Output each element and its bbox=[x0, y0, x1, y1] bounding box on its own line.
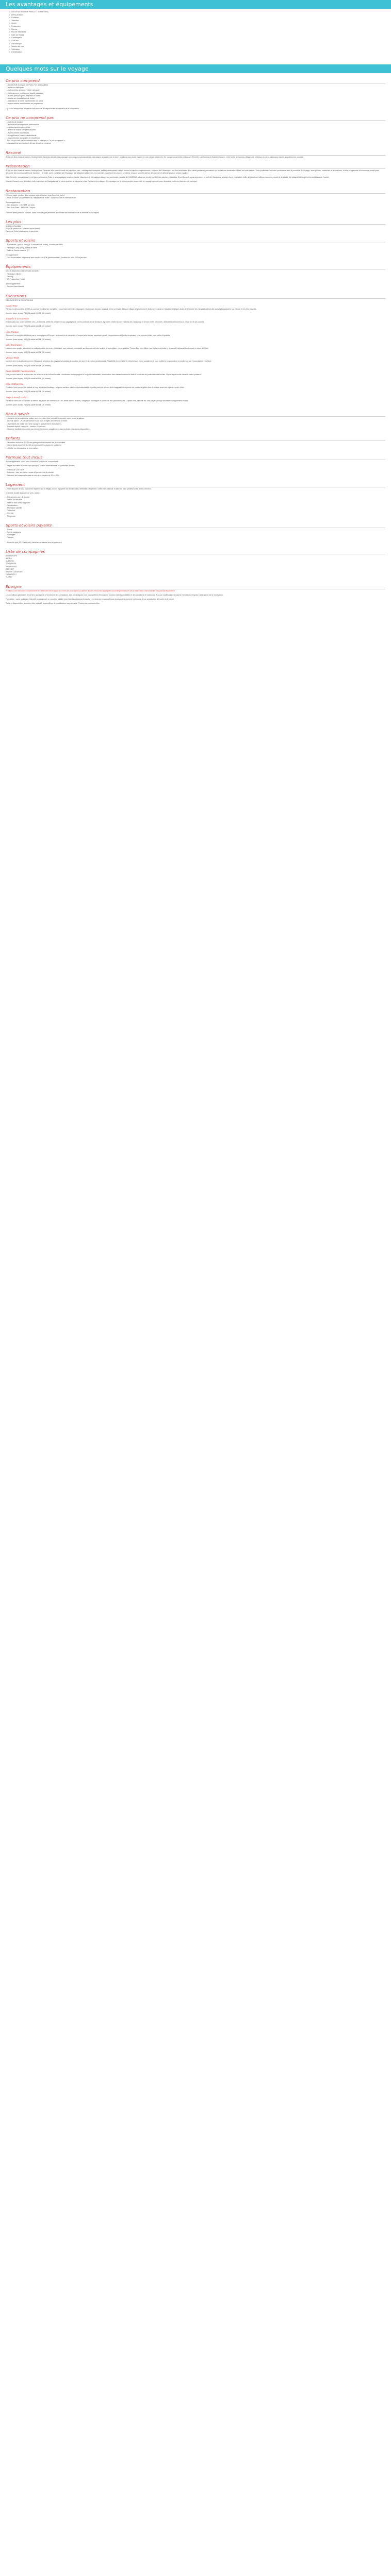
list-item: • Salle de fitness bbox=[9, 34, 391, 37]
section-title-compagnies: Liste de compagnies bbox=[6, 549, 385, 554]
list-item: - Les taxes d'aéroport bbox=[6, 87, 24, 89]
excursion-price: Journée (avec repas) 75€ (28 adulte et 45€ (26 enfant) bbox=[6, 312, 51, 315]
list-item: Le soir, le dîner vous est servi au restaurant de l'hôtel : cuisine locale et internationale. bbox=[6, 196, 77, 199]
list-item: - Climatisation bbox=[6, 504, 18, 506]
section-title-presentation: Présentation bbox=[6, 164, 385, 169]
excursion-price: Journée (avec repas) 80€ (28 adulte et 50€ (26 enfant) bbox=[6, 378, 51, 380]
list-item: - Transfert depuis l'aéroport : environ 45 minutes. bbox=[6, 425, 46, 428]
list-item: - Télévision satellite bbox=[6, 506, 22, 509]
list-item: - Les assurances optionnelles bbox=[6, 126, 30, 129]
section-title-logement: Logement bbox=[6, 482, 385, 487]
list-item: - Club enfants ouvert de 4 à 12 ans pendant les vacances scolaires. bbox=[6, 444, 62, 447]
avantages-list bbox=[9, 11, 391, 54]
excursion-name: Grand Tour bbox=[6, 304, 18, 307]
section-title-plus: Les plus bbox=[6, 219, 385, 225]
list-item: - Les suppléments éventuels liés au départ de province bbox=[6, 142, 51, 145]
section-title-formule: Formule tout inclus bbox=[6, 455, 385, 460]
sports-extra bbox=[6, 254, 385, 259]
resume-text: À 300 km des côtes africaines, l'archipel des Canaries dévoile des paysages volcaniques spectaculaires, des plages de sable noir et doré, un climat doux toute l'année et une nature préservée. Ce voyage vous invite à découvrir Tenerife, La Gomera et Grande Canarie, entre forêts de lauriers, villages de pêcheurs et parcs nationaux inscrits au patrimoine mondial. bbox=[6, 156, 304, 158]
list-item: - Balcon ou terrasse bbox=[6, 499, 23, 501]
excursion-name: Journée à La Gomera bbox=[6, 317, 29, 320]
list-item: • Piscine bbox=[9, 28, 391, 31]
list-item: - La taxe de séjour à régler sur place bbox=[6, 129, 36, 131]
sports-list bbox=[6, 244, 385, 252]
list-item: Cadre de l'hôtel chaleureux et convivial bbox=[6, 230, 38, 233]
activites-text: - Accès au spa (10 € / séance), hammam et sauna avec supplément. bbox=[6, 541, 62, 544]
excursion-name: Volcan Teide bbox=[6, 357, 20, 360]
excursion-text: Laissez-vous guider à travers les ruelles pavées du centre historique, ses maisons coloniales aux balcons de bois sculpté et ses églises remarquables. Temps libre pour flâner sur la place centrale et découvrir l'artisanat local avant le retour à l'hôtel. bbox=[6, 347, 209, 350]
logement-text: L'hôtel dispose de 242 chambres réparties sur 4 étages, toutes équipées de climatisation, télévision, téléphone, coffre-fort, mini-bar et salle de bain privative avec sèche-cheveux. bbox=[6, 487, 152, 490]
excursion-price: Journée (avec repas) 60€ (28 adulte et 35€ (26 enfant) bbox=[6, 351, 51, 354]
list-item: CANARYFLY bbox=[6, 573, 17, 576]
excursion-text: Profitez d'une journée de balade le long de la côte sauvage : criques cachées, falaises spectaculaires et petits ports de pêche. Arrêt baignade et déjeuner de poissons grillés face à l'océan avant de rejoindre votre hôtel. bbox=[6, 386, 185, 389]
list-item: - Les tarifs de la location de voiture sont donnés à titre indicatif et peuvent varier selon la saison. bbox=[6, 417, 85, 420]
logement-list bbox=[6, 496, 385, 518]
formule-list bbox=[6, 469, 385, 477]
extra-title: Avec supplément : bbox=[6, 283, 21, 285]
list-item: Plage et piscine de l'hôtel en accès direct bbox=[6, 228, 40, 230]
list-item: - La demi-pension (petit-déjeuner et dîner) bbox=[6, 94, 41, 97]
list-item: - Service blanchisserie bbox=[6, 285, 25, 288]
list-item: - Plongée bbox=[6, 536, 14, 539]
inclus-note: (1) Selon aéroport de départ et sous réserve de disponibilité au moment de la réservation. bbox=[6, 107, 80, 110]
section-title-restauration: Restauration bbox=[6, 189, 385, 194]
excursions-subtitle: DÉCOUVERTE & EXCURSIONS bbox=[6, 299, 34, 301]
list-item: - Les pourboires aux guides et chauffeurs bbox=[6, 137, 40, 139]
excursion-price: Journée (sans repas) 55€ (28 adulte et 38€ (26 enfant) bbox=[6, 338, 51, 341]
list-item: - Les excursions facultatives bbox=[6, 131, 29, 134]
excursion-text: Partez à la découverte de l'île au cours d'une journée complète : vous traverserez les paysages volcaniques du parc national, ferez une halte dans un village de pêcheurs et déjeunerez dans un restaurant typique avant de rejoindre les miradors offrant des vues spectaculaires sur l'océan et les îles voisines. bbox=[6, 308, 257, 310]
list-item: - Réception 24h/24 bbox=[6, 273, 22, 275]
list-item: - Sports nautiques bbox=[6, 531, 21, 533]
list-item: AIR FRANCE bbox=[6, 565, 17, 568]
inclus-list bbox=[6, 84, 385, 106]
list-item: • Club ado bbox=[9, 40, 391, 43]
list-item: - Boissons : eau, vin, bière, sodas et jus de fruits à volonté bbox=[6, 471, 54, 474]
section-title-inclus: Ce prix comprend bbox=[6, 78, 385, 83]
compagnies-list bbox=[6, 555, 385, 579]
list-item: - Les transferts aéroport / hôtel / aéroport bbox=[6, 89, 40, 92]
section-title-sports: Sports et loisirs bbox=[6, 238, 385, 243]
list-item: • Croisière bbox=[9, 16, 391, 20]
list-item: - Bar, boissons : 10€ / 18€ par pers. bbox=[6, 204, 35, 207]
formule-text: Avec supplément, optez pour la formule tout inclus, comprenant : bbox=[6, 460, 59, 463]
list-item: - Le supplément chambre individuelle bbox=[6, 134, 37, 137]
section-title-resume: Résumé bbox=[6, 150, 385, 156]
excursion-name: Jeep & Beach Safari bbox=[6, 396, 27, 399]
list-item: TUI FLY bbox=[6, 576, 13, 579]
plus-list bbox=[6, 225, 385, 233]
list-item: - Prêt de serviettes de piscine avec caution de 10€ (remboursable), location de vélo 20€ la journée. bbox=[6, 257, 87, 259]
excursion-price: Journée (sans repas) 65€ (28 adulte et 40€ (26 enfant) bbox=[6, 364, 51, 367]
section-title-equipements: Équipements bbox=[6, 264, 385, 269]
list-item: - Salle de fitness ouverte 7j/7 bbox=[6, 249, 30, 251]
list-item: • Télévision bbox=[9, 48, 391, 52]
presentation-text: À 300 km des côtes africaines, l'archipel des Canaries offre une diversité de paysages rare : montagnes escarpées, vallées verdoyantes, dunes dorées et falaises majestueuses. Au cœur de l'Atlantique, ces îles bénéficient d'un climat printanier permanent qui en fait une destination idéale en toute saison. Vous profiterez d'un hôtel confortable situé à proximité de la plage, avec piscine, restaurant et animations, et d'un programme d'excursions pensé pour découvrir les incontournables de l'archipel : le Teide, point culminant de l'Espagne, les villages traditionnels, les marchés colorés et les criques secrètes. Chaque journée alterne découverte et détente pour un séjour équilibré. bbox=[6, 169, 379, 174]
list-item: TRANSAVIA bbox=[6, 563, 17, 565]
extra-title: Avec supplément : bbox=[6, 201, 21, 204]
exclus-list bbox=[6, 121, 385, 145]
list-item: EASYJET bbox=[6, 568, 14, 570]
list-item: - L'accès aux installations de l'hôtel bbox=[6, 97, 35, 99]
list-item: - Les frais de dossier bbox=[6, 121, 23, 123]
list-item: • Piscine extérieure bbox=[9, 31, 391, 34]
list-item: - Wi-Fi dans tout l'hôtel bbox=[6, 278, 25, 281]
restauration-note: Formule demi-pension à l'hôtel, tarifs indicatifs par personne. Possibilité de réservation de la formule tout compris. bbox=[6, 211, 100, 214]
list-item: • Service de spa bbox=[9, 45, 391, 48]
list-item: - Les vols A/R au départ de Paris (+17 autres villes) bbox=[6, 83, 48, 86]
list-item: • Restaurant bbox=[9, 25, 391, 28]
list-item: - Salle de bain avec baignoire bbox=[6, 501, 30, 504]
list-item: • Demi-pension bbox=[9, 14, 391, 17]
list-item: - Mini-bar bbox=[6, 512, 14, 515]
list-item: - Sélection de boissons locales au bar de la piscine de 10h à 23h bbox=[6, 474, 59, 477]
page bbox=[0, 0, 391, 611]
section-title-exclus: Ce prix ne comprend pas bbox=[6, 115, 385, 121]
list-item: • Transfert bbox=[9, 20, 391, 23]
list-item: Mise à disposition des services suivants : bbox=[6, 270, 40, 273]
list-item: - Tennis bbox=[6, 528, 12, 531]
list-item: - Téléphone bbox=[6, 515, 16, 517]
list-item: - Coffre-fort bbox=[6, 510, 15, 512]
list-item: - 2 lits simples ou 1 lit double bbox=[6, 496, 30, 499]
extra-title: En supplément : bbox=[6, 254, 19, 257]
list-item: BINTER CANARIAS bbox=[6, 571, 23, 573]
list-item: Ambiance familiale bbox=[6, 225, 22, 227]
banner-avantages: Les avantages et équipements bbox=[0, 0, 391, 9]
list-item: - Massages bbox=[6, 534, 15, 536]
section-title-epargne: Épargne bbox=[6, 584, 385, 589]
presentation-text: Côté Tenerife, vous découvrirez le parc national du Teide et ses paysages lunaires, la ville historique de La Laguna classée au patrimoine mondial de l'UNESCO, ainsi que la côte nord et ses piscines naturelles. À La Gomera, vous arpenterez la forêt de Garajonay, vestige d'une végétation vieille de plusieurs millions d'années, avant de rejoindre les villages blancs perchés au-dessus de l'océan. bbox=[6, 176, 330, 179]
excursion-text: Montée vers le plus haut sommet d'Espagne à travers des paysages lunaires de coulées de lave et de roches multicolores. Possibilité d'emprunter le téléphérique (avec supplément) pour profiter d'un panorama exceptionnel sur l'ensemble de l'archipel. bbox=[6, 360, 212, 363]
list-item: - Réduction enfant de 2 à 11 ans partageant la chambre de deux adultes. bbox=[6, 442, 66, 444]
bon-a-savoir-list bbox=[6, 417, 385, 431]
list-item: Chaque matin, profitez d'un copieux petit-déjeuner sous forme de buffet. bbox=[6, 194, 65, 196]
list-item: - À proximité : golf 18 trous (à 15 minutes de l'hôtel), location de vélos bbox=[6, 244, 63, 246]
list-item: - Chambre familiale disponible sur demande et avec supplément, dans la limite des stocks disponibles. bbox=[6, 428, 90, 430]
section-title-enfants: Enfants bbox=[6, 436, 385, 441]
section-title-bon-a-savoir: Bon à savoir bbox=[6, 412, 385, 417]
list-item: - L'assistance de notre représentant sur place bbox=[6, 100, 43, 103]
list-item: - Bar, Gold Pass : 35€ / 65€ / séjour. bbox=[6, 207, 36, 209]
restauration-extra bbox=[6, 201, 385, 210]
section-title-excursions: Excursions bbox=[6, 294, 385, 299]
activites-list bbox=[6, 529, 385, 539]
list-item: • Accès bbox=[9, 22, 391, 25]
epargne-text: Les conditions générales de vente s'appliquent à l'ensemble des prestations. Les prix indiqués sont susceptibles d'évoluer en fonction des disponibilités et des variations de carburant. Aucune modification ne pourra être effectuée après confirmation de la réservation. bbox=[6, 594, 223, 596]
list-item: • Discothèque bbox=[9, 43, 391, 46]
banner-voyage: Quelques mots sur le voyage bbox=[0, 64, 391, 73]
excursion-name: Côte Catharesse bbox=[6, 383, 24, 386]
restauration-list bbox=[6, 194, 385, 199]
epargne-text: Formalités : carte nationale d'identité ou passeport en cours de validité pour les ressortissants français. Les mineurs voyageant sans leurs parents doivent être munis d'une autorisation de sortie du territoire. bbox=[6, 598, 174, 601]
list-item: - Lit bébé sur demande à la réservation. bbox=[6, 447, 39, 449]
list-item: - Snacks de 11h à 17h bbox=[6, 469, 24, 471]
excursion-text: Partez en véhicule tout-terrain à travers les pistes de l'intérieur de l'île, entre vallées isolées, villages de montagne et points de vue panoramiques. L'après-midi, détente sur une plage sauvage accessible uniquement en 4x4. bbox=[6, 399, 189, 402]
formule-text: - Repas en buffet au restaurant principal, cuisine internationale et spécialités locales. bbox=[6, 464, 75, 467]
list-item: - Pétanque, ping-pong, tennis de table bbox=[6, 246, 37, 249]
excursion-name: Ville Espérance bbox=[6, 344, 22, 347]
list-item: - Les enfants de moins de 2 ans voyagent gratuitement (hors taxes). bbox=[6, 422, 62, 425]
presentation-text: Grande Canarie vous dévoilera enfin les dunes de Maspalomas, le vieux quartier de Vegueta à Las Palmas et les villages de montagne où le temps semble suspendu. Un voyage complet pour découvrir toutes les facettes de l'archipel. bbox=[6, 180, 198, 183]
list-item: • Vol A/R au départ de Paris (+17 autres villes) bbox=[9, 11, 391, 14]
excursion-text: Embarquez pour une traversée vers La Gomera, petite île préservée aux paysages de ravins profonds et de terrasses agricoles. Visite du parc national de Garajonay et de ses forêts primaires, déjeuner traditionnel puis retour en fin de journée. bbox=[6, 321, 205, 324]
section-title-activites: Sports et loisirs payants bbox=[6, 523, 385, 528]
list-item: VUELING bbox=[6, 560, 14, 563]
list-item: - Les excursions mentionnées au programme bbox=[6, 103, 43, 105]
list-item: IBERIA bbox=[6, 557, 12, 560]
list-item: - Tout ce qui n'est pas mentionné dans la rubrique « Ce prix comprend » bbox=[6, 140, 65, 142]
equipements-list bbox=[6, 270, 385, 281]
list-item: - Taxe de séjour : 2€ par personne et par nuit, à régler directement à l'hôtel. bbox=[6, 420, 68, 422]
excursion-text: Explorez l'un des plus célèbres parcs zoologiques d'Europe : spectacles de dauphins, d'orques et d'otaries, aquarium géant, pingouinarium et jardins tropicaux. Une journée idéale pour petits et grands. bbox=[6, 334, 170, 336]
list-item: • Climatisation bbox=[9, 51, 391, 54]
excursion-price: Journée (avec repas) 70€ (28 adulte et 40€ (26 enfant) bbox=[6, 325, 51, 328]
equipements-extra bbox=[6, 283, 385, 288]
excursion-price: Journée (avec repas) 60€ (28 adulte et 35€ (26 enfant) bbox=[6, 391, 51, 393]
list-item: • Conciergerie bbox=[9, 37, 391, 40]
list-item: AIR EUROPA bbox=[6, 554, 17, 557]
excursion-name: Loro Parque bbox=[6, 330, 19, 333]
excursion-name: Ecoin Wildlife Fuerteventura bbox=[6, 369, 36, 372]
excursion-text: Une journée nature à la rencontre de la faune et de la flore locales : randonnée accompagnée d'un guide naturaliste, observation des oiseaux marins et visite d'un centre de protection des tortues. Pique-nique inclus dans un cadre préservé. bbox=[6, 373, 202, 376]
enfants-list bbox=[6, 442, 385, 450]
content bbox=[0, 78, 391, 612]
epargne-text: Tarifs et disponibilités donnés à titre indicatif, susceptibles de modification sans préavis. Photos non contractuelles. bbox=[6, 602, 100, 605]
list-item: - L'hébergement en chambre double standard bbox=[6, 92, 43, 94]
logement-text: Chambre double standard (2 pers. max) : bbox=[6, 492, 40, 494]
excursion-price: Journée (avec repas) 78€ (28 adulte et 45€ (26 enfant) bbox=[6, 403, 51, 406]
epargne-highlight: Profitez d'une réduction exceptionnelle en réservant votre séjour au moins 60 jours avant la date de départ. Réduction appliquée automatiquement lors de la réservation, dans la limite des places disponibles. bbox=[6, 589, 175, 592]
list-item: - Les boissons et dépenses personnelles bbox=[6, 123, 40, 126]
list-item: - Parking bbox=[6, 275, 13, 278]
